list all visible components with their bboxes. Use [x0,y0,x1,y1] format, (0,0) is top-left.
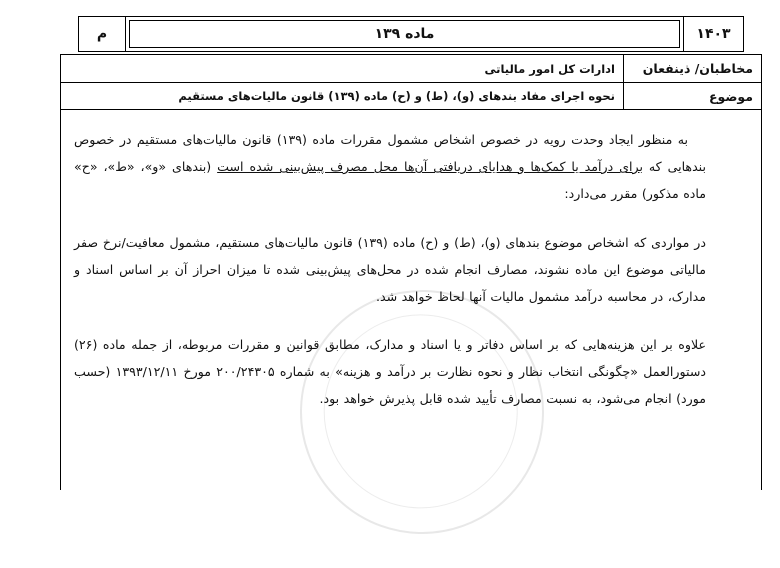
subject-value: نحوه اجرای مفاد بندهای (و)، (ط) و (ح) ماده (۱۳۹) قانون مالیات‌های مستقیم [178,89,615,103]
subject-label: موضوع [623,83,761,109]
header-title-cell [125,17,683,51]
header-title: ماده ۱۳۹ [129,20,680,48]
paragraph-intro [74,126,706,207]
paragraph-intro-underlined: برای درآمد یا کمک‌ها و هدایای دریافتی آن‌ها محل مصرف پیش‌بینی شده است [217,159,643,174]
header-year: ۱۴۰۳ [683,17,743,51]
meta-table [60,54,762,110]
document-header [78,16,744,52]
audience-value: ادارات کل امور مالیاتی [484,61,615,76]
audience-row [61,55,761,82]
audience-label: مخاطبان/ ذینفعان [623,55,761,82]
paragraph-expenses: علاوه بر این هزینه‌هایی که بر اساس دفاتر و یا اسناد و مدارک، مطابق قوانین و مقررات مربوطه، از جمله ماده (۲۶) دستورالعمل «چگونگی انتخاب نظار و نحوه نظارت بر درآمد و هزینه» به شماره ۲۰۰/۲۴۳۰۵ مورخ ۱۳۹۳/۱۲/۱۱ (حسب مورد) انجام می‌شود، به نسبت مصارف تأیید شده قابل پذیرش خواهد بود. [74,337,706,406]
paragraph-exemption: در مواردی که اشخاص موضوع بندهای (و)، (ط) و (ح) ماده (۱۳۹) قانون مالیات‌های مستقیم، مشمول معافیت/نرخ صفر مالیاتی موضوع این ماده نشوند، مصارف انجام شده در محل‌های پیش‌بینی شده تا میزان احراز آن بر اساس اسناد و مدارک، در محاسبه درآمد مشمول مالیات آنها لحاظ خواهد شد. [74,235,706,304]
subject-row [61,82,761,109]
header-code: م [96,26,108,42]
paragraph-intro-start: به منظور ایجاد وحدت رویه در خصوص اشخاص مشمول مقررات ماده (۱۳۹) قانون مالیات‌های مستقیم در خصوص بندهایی که [74,132,706,174]
paragraph-intro-end: (بندهای «و»، «ط»، «ح» ماده مذکور) مقرر می‌دارد: [74,159,706,201]
